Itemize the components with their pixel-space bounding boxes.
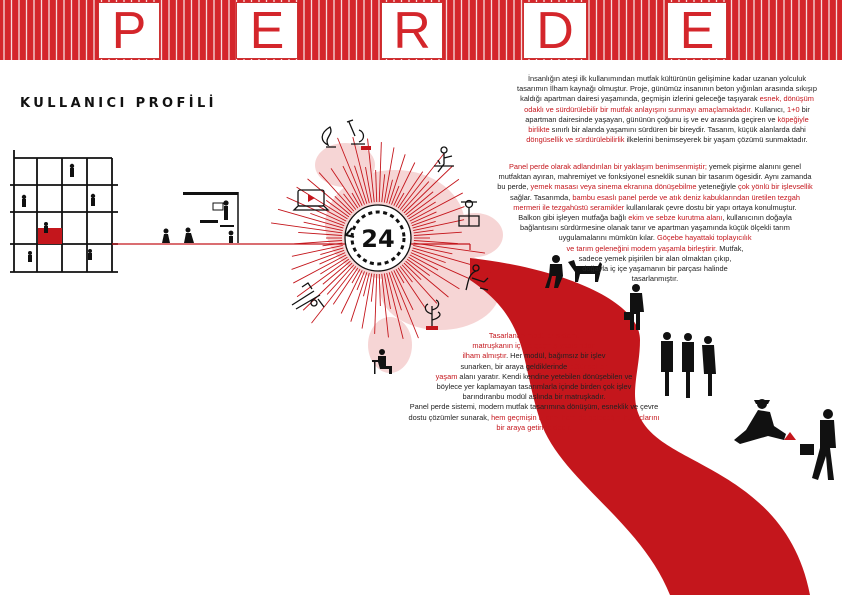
body-text: Balkon gibi işleyen mutfağa bağlı xyxy=(518,213,629,223)
body-text: bu perde, xyxy=(497,182,531,192)
text-line xyxy=(380,362,688,372)
body-text: kaldığı apartman dairesi yaşamında, geçmişin izlerini geleceğe taşıyarak xyxy=(520,94,760,104)
body-text: , kullanıcının doğayla xyxy=(722,213,792,223)
text-line xyxy=(470,182,840,192)
highlight-text: bir araya getirmektedir. xyxy=(496,422,572,432)
highlight-text: köpeğiyle xyxy=(777,114,809,124)
text-line xyxy=(470,213,840,223)
highlight-text: bambu esaslı panel perde ve atık deniz kabuklarından üretilen tezgah xyxy=(572,192,800,202)
text-line xyxy=(470,233,840,243)
text-line xyxy=(494,115,840,125)
text-line xyxy=(470,274,840,284)
text-line xyxy=(380,402,688,412)
highlight-text: 1+0 xyxy=(787,104,800,114)
text-line xyxy=(380,331,688,341)
text-line xyxy=(494,125,840,135)
highlight-text: yaşam xyxy=(435,371,458,381)
text-line xyxy=(470,203,840,213)
body-text: Kullanıcı, xyxy=(752,104,788,114)
body-text: İnsanlığın ateşi ilk kullanımından mutfak kültürünün gelişimine kadar uzanan yolculuk xyxy=(527,74,807,83)
text-line xyxy=(470,172,840,182)
highlight-text: bütünsel bir xyxy=(569,361,608,371)
text-line xyxy=(380,372,688,382)
clock-dial xyxy=(345,205,411,271)
text-line xyxy=(494,105,840,115)
body-text: bir xyxy=(799,104,810,114)
highlight-text: ekim ve sebze kurutma alanı xyxy=(628,213,723,223)
banner-letter-e2: E xyxy=(667,2,727,59)
body-text: . Her modül, bağımsız bir işlev xyxy=(506,351,606,361)
banner-letter-r: R xyxy=(381,2,443,59)
body-text: tasarlanmıştır. xyxy=(631,274,679,284)
highlight-text: esnek, dönüşüm xyxy=(759,94,814,104)
body-text: barındıranbu modül aslında bir matruşkadır. xyxy=(462,392,606,402)
body-text: uygulamalarını mümkün kılar. xyxy=(558,233,658,243)
laptop-video-icon xyxy=(294,190,328,210)
text-line xyxy=(470,162,840,172)
text-line xyxy=(380,423,688,433)
body-text: sağlar. Tasarımda, xyxy=(510,192,573,202)
text-line xyxy=(380,392,688,402)
banner-letter-e: E xyxy=(236,2,298,59)
text-line xyxy=(380,382,688,392)
highlight-text: döngüsellik ve sürdürülebilirlik xyxy=(526,135,625,145)
body-text: tasarımın İlham kaynağı olmuştur. Proje, günümüz insanının beton yığınları arasında sıkışıp xyxy=(517,84,817,94)
highlight-unit xyxy=(38,228,62,244)
text-line xyxy=(494,74,840,84)
banner-letter-d: D xyxy=(523,2,587,59)
highlight-text: mermeri ile tezgahüstü seramikler xyxy=(513,202,625,212)
highlight-text: Göçebe hayattaki toplayıcılık xyxy=(657,233,752,243)
highlight-text: matruşkanın iç içe geçmiş yapısından xyxy=(472,341,596,351)
body-text: sınırlı bir alanda yaşamını sürdüren bir bireydir. Tasarım, küçük alanlarda dahi xyxy=(549,125,806,135)
body-text: ilkelerini benimseyerek bir yaşam çözümü sunmaktadır. xyxy=(624,135,808,145)
highlight-text: hem geçmişin izlerini hem de geleceğin ihtiyaçlarını xyxy=(491,412,660,422)
kneeling-gardener xyxy=(734,399,796,444)
paragraph-top xyxy=(494,74,840,145)
clock-number: 24 xyxy=(361,225,395,253)
highlight-text: Tasarlanan modüler sistem, xyxy=(488,331,580,340)
body-text: böylece yer kaplamayan tasarımlarla içinde birden çok işlev xyxy=(436,382,632,392)
body-text: sadece yemek pişirilen bir alan olmaktan çıkıp, xyxy=(578,253,732,263)
text-line xyxy=(494,84,840,94)
highlight-text: birlikte xyxy=(528,125,550,135)
text-line xyxy=(494,94,840,104)
text-line xyxy=(494,135,840,145)
highlight-text: ve tarım geleneğini modern yaşamla birleştirir. xyxy=(566,243,718,253)
body-text: Mutfak, xyxy=(717,243,744,253)
section-heading: KULLANICI PROFİLİ xyxy=(20,96,217,111)
body-text: dostu çözümler sunarak, xyxy=(408,412,492,422)
businessman-with-briefcase xyxy=(800,409,836,480)
body-text: kullanılarak çevre dostu bir yapı ortaya konulmuştur. xyxy=(624,202,797,212)
text-line xyxy=(470,244,840,254)
building-section xyxy=(10,150,118,272)
text-line xyxy=(470,264,840,274)
cooking-person-icon xyxy=(434,147,454,172)
text-line xyxy=(470,193,840,203)
body-text: apartman dairesinde yaşayan, gününün çoğunu iş ve ev arasında geçiren ve xyxy=(525,114,778,124)
text-line xyxy=(470,254,840,264)
paragraph-middle xyxy=(470,162,840,284)
text-line xyxy=(380,351,688,361)
text-line xyxy=(470,223,840,233)
highlight-text: Panel perde olarak adlandırılan bir yaklaşım benimsenmiştir; xyxy=(508,162,707,171)
body-text: yemek pişirme alanını genel xyxy=(706,162,802,171)
text-line xyxy=(380,413,688,423)
ground-people xyxy=(162,192,238,243)
text-line xyxy=(380,341,688,351)
body-text: doğayla iç içe yaşamanın bir parçası halinde xyxy=(582,264,728,274)
body-text: alanı yaratır. Kendi kendine yetebilen dönüşebilen ve xyxy=(457,371,633,381)
body-text: yeteneğiyle xyxy=(696,182,738,192)
body-text: mutfaktan ayıran, mahremiyet ve fonksiyonel esneklik sunan bir tasarım ögesidir. Aynı zamanda xyxy=(498,172,812,182)
body-text: Panel perde sistemi, modern mutfak tasarımına dönüşüm, esneklik ve çevre xyxy=(409,402,659,412)
highlight-text: ilham almıştır xyxy=(462,351,507,361)
paragraph-bottom xyxy=(380,331,688,433)
fire-icon xyxy=(322,127,336,147)
body-text: sunarken, bir araya geldiklerinde xyxy=(460,361,570,371)
banner-letter-p: P xyxy=(98,2,160,59)
body-text: bağlantısını sürdürmesine olanak tanır ve apartman yaşamında küçük ölçekli tarım xyxy=(520,223,790,233)
highlight-text: odaklı ve sürdürülebilir bir mutfak anlayışını sunmayı amaçlamaktadır. xyxy=(524,104,753,114)
highlight-text: yemek masası veya sinema ekranına dönüşebilme xyxy=(530,182,697,192)
highlight-text: çok yönlü bir işlevsellik xyxy=(738,182,813,192)
